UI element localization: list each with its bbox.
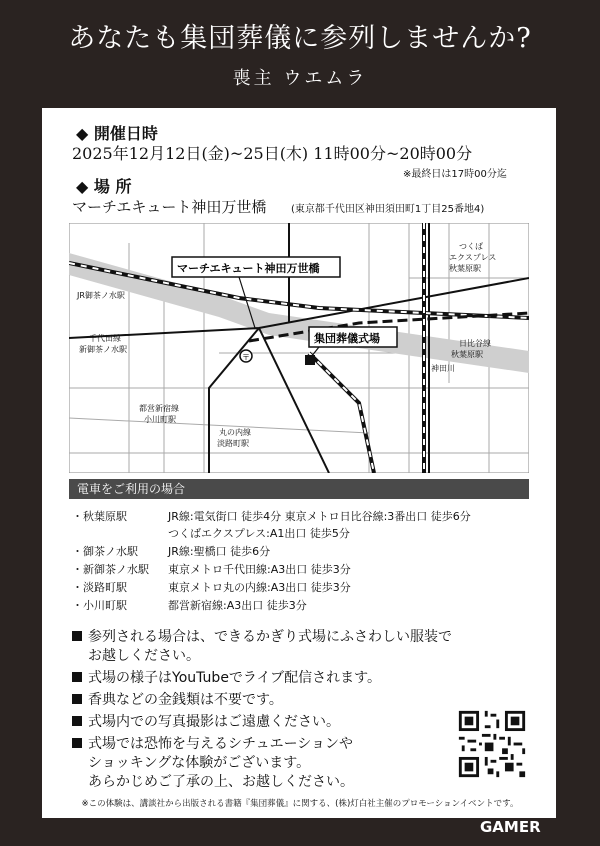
- map-label-marunouchi: 丸の内線: [219, 428, 251, 437]
- bullet-square-icon: [72, 738, 82, 748]
- map-label-chiyoda: 千代田線: [89, 334, 121, 343]
- metro-icon-glyph: 〒: [242, 353, 250, 362]
- notice-4-line-0: 式場では恐怖を与えるシチュエーションや: [88, 736, 354, 752]
- map-label-shin-ochanomizu: 新御茶ノ水駅: [79, 345, 127, 354]
- bullet-square-icon: [72, 631, 82, 641]
- hall-marker: [305, 355, 315, 365]
- access-route-5: 都営新宿線:A3出口 徒歩3分: [168, 599, 307, 612]
- header: [0, 0, 600, 110]
- access-route-2: JR線:聖橋口 徒歩6分: [168, 545, 271, 558]
- schedule-datetime: 2025年12月12日(金)~25日(木) 11時00分~20時00分: [72, 144, 473, 163]
- map-label-tsukuba-1: つくば: [459, 242, 483, 251]
- access-station-5: ・小川町駅: [72, 599, 127, 612]
- map-label-kanda-river: 神田川: [431, 364, 455, 373]
- notice-3: [72, 711, 340, 731]
- bullet-square-icon: [72, 672, 82, 682]
- access-route-0: JR線:電気街口 徒歩4分 東京メトロ日比谷線:3番出口 徒歩6分: [168, 510, 471, 523]
- map-label-tsukuba-2: エクスプレス: [449, 253, 497, 262]
- notice-3-line-0: 式場内での写真撮影はご遠慮ください。: [88, 714, 340, 730]
- map-venue-label: マーチエキュート神田万世橋: [177, 262, 320, 275]
- notice-4-line-1: ショッキングな体験がございます。: [88, 755, 311, 771]
- bullet-square-icon: [72, 716, 82, 726]
- page-subtitle: 喪主 ウエムラ: [232, 68, 368, 89]
- notice-1-line-0: 式場の様子はYouTubeでライブ配信されます。: [88, 670, 381, 686]
- page-title: あなたも集団葬儀に参列しませんか?: [68, 23, 532, 54]
- map-label-hibiya-2: 秋葉原駅: [451, 350, 483, 359]
- access-station-4: ・淡路町駅: [72, 581, 127, 594]
- notice-2: [72, 689, 283, 709]
- notice-0-line-1: お越しください。: [88, 648, 200, 664]
- access-station-0: ・秋葉原駅: [72, 510, 127, 523]
- access-route-1: つくばエクスプレス:A1出口 徒歩5分: [168, 527, 350, 540]
- notice-4-line-2: あらかじめご了承の上、お越しください。: [88, 774, 354, 790]
- map-label-tsukuba-3: 秋葉原駅: [449, 264, 481, 273]
- map-label-awajicho: 淡路町駅: [217, 439, 249, 448]
- map-label-toei: 都営新宿線: [139, 404, 179, 413]
- access-station-2: ・御茶ノ水駅: [72, 545, 138, 558]
- venue-name: マーチエキュート神田万世橋: [72, 198, 267, 216]
- map-label-jr-ochanomizu: JR御茶ノ水駅: [77, 291, 125, 300]
- access-route-3: 東京メトロ千代田線:A3出口 徒歩3分: [168, 563, 351, 576]
- qr-code-icon[interactable]: [456, 708, 528, 780]
- access-station-3: ・新御茶ノ水駅: [72, 563, 149, 576]
- notice-2-line-0: 香典などの金銭類は不要です。: [88, 692, 283, 708]
- map-label-hibiya-1: 日比谷線: [459, 339, 491, 348]
- location-heading: ◆ 場 所: [76, 177, 132, 196]
- watermark-logo: GAMER: [480, 818, 541, 836]
- footer-note: ※この体験は、講談社から出版される書籍『集団葬儀』に関する、(株)灯白社主催のプロモーションイベントです。: [81, 799, 519, 809]
- schedule-note: ※最終日は17時00分迄: [403, 169, 507, 180]
- notice-0: [72, 626, 452, 646]
- notice-0-line-0: 参列される場合は、できるかぎり式場にふさわしい服装で: [88, 629, 452, 645]
- notice-4: [72, 733, 353, 753]
- map-hall-label: 集団葬儀式場: [314, 332, 380, 345]
- schedule-heading: ◆ 開催日時: [76, 124, 158, 143]
- venue-address: (東京都千代田区神田須田町1丁目25番地4): [291, 204, 485, 215]
- access-map: [69, 223, 529, 473]
- train-access-header: 電車をご利用の場合: [69, 479, 529, 499]
- notice-1: [72, 667, 381, 687]
- map-label-ogawamachi: 小川町駅: [144, 415, 176, 424]
- access-route-4: 東京メトロ丸の内線:A3出口 徒歩3分: [168, 581, 351, 594]
- bullet-square-icon: [72, 694, 82, 704]
